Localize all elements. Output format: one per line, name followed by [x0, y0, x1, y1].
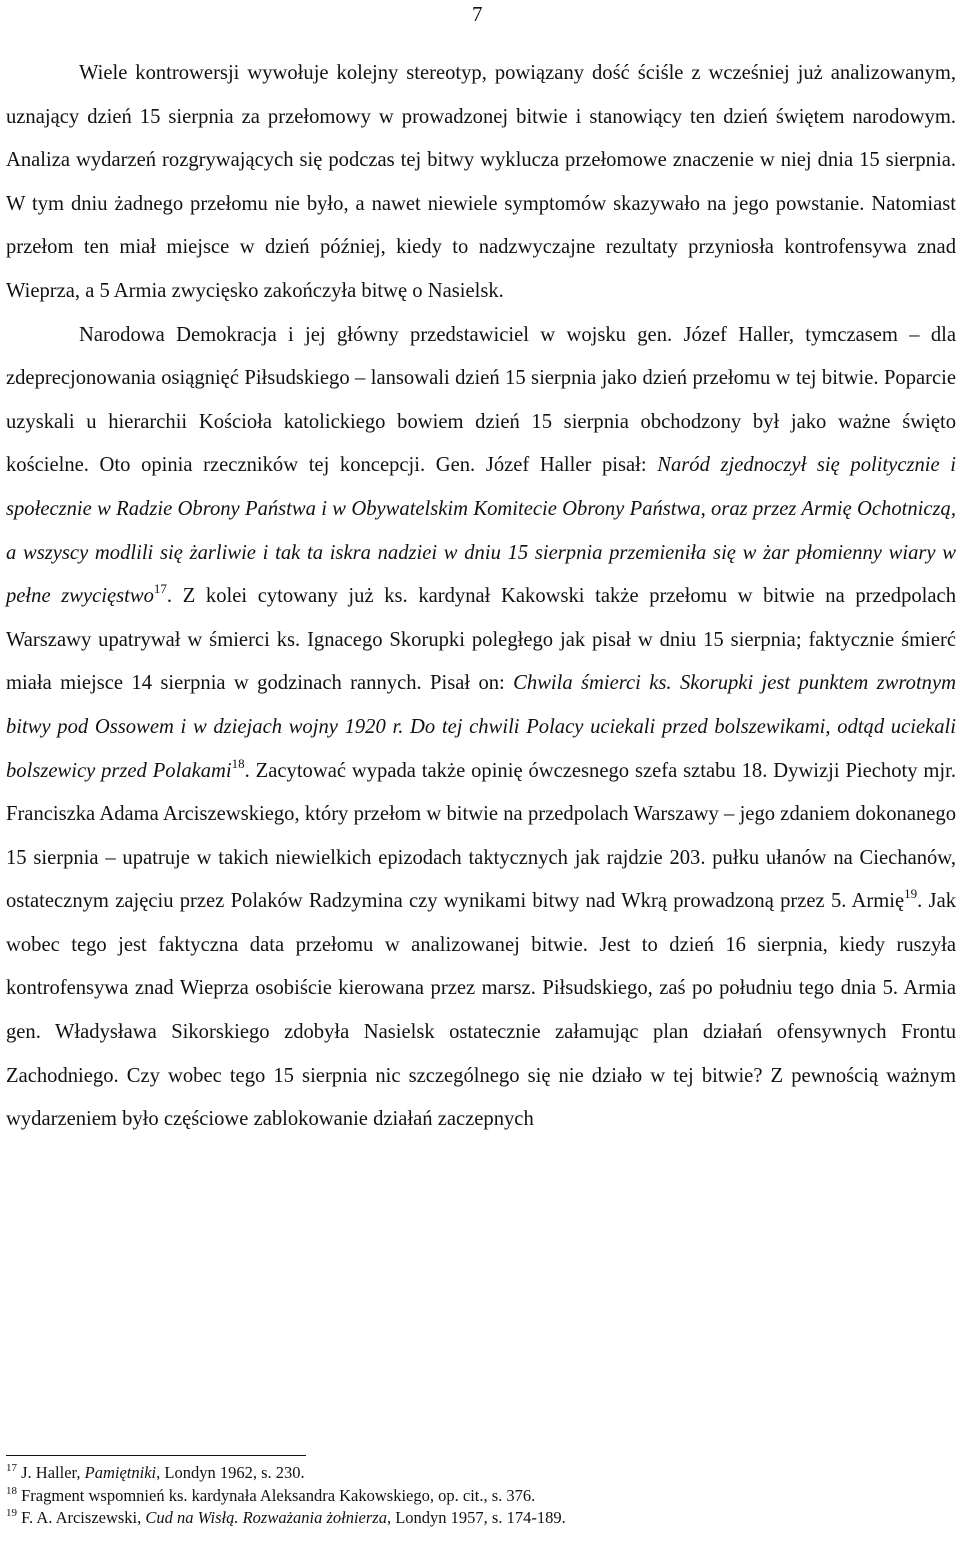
body-text — [6, 52, 956, 1142]
footnote — [6, 1507, 946, 1530]
footnote-text: Fragment wspomnień ks. kardynała Aleksandra Kakowskiego, op. cit., s. 376. — [17, 1485, 536, 1505]
paragraph-2 — [6, 314, 956, 1142]
haller-quote: Naród zjednoczył się politycznie i społecznie w Radzie Obrony Państwa i w Obywatelskim Komitecie Obrony Państwa, oraz przez Armię Ochotniczą, a wszyscy modlili się żarliwie i tak ta iskra nadziei w dniu 15 sierpnia przemieniła się w żar płomienny wiary w pełne zwycięstwo — [6, 454, 956, 608]
footnote-text-end: , Londyn 1962, s. 230. — [156, 1463, 305, 1482]
kakowski-quote: Chwila śmierci ks. Skorupki jest punktem zwrotnym bitwy pod Ossowem i w dziejach wojny 1920 r. Do tej chwili Polacy uciekali przed bolszewikami, odtąd uciekali bolszewicy przed Polakami — [6, 672, 956, 782]
footnote-ref-18: 18 — [231, 755, 245, 771]
footnote-ref-19: 19 — [904, 886, 918, 902]
footnotes — [6, 1462, 946, 1530]
footnote-text: F. A. Arciszewski, — [17, 1508, 146, 1527]
footnote-number: 19 — [6, 1507, 17, 1519]
footnote-text: J. Haller, — [17, 1463, 85, 1482]
footnote-number: 18 — [6, 1484, 17, 1497]
paragraph-2-text-d: . Jak wobec tego jest faktyczna data przełomu w analizowanej bitwie. Jest to dzień 16 sierpnia, kiedy ruszyła kontrofensywa znad Wieprza osobiście kierowana przez marsz. Piłsudskiego, zaś po południu tego dnia 5. Armia gen. Władysława Sikorskiego zdobyła Nasielsk ostatecznie załamując plan działań ofensywnych Frontu Zachodniego. Czy wobec tego 15 sierpnia nic szczególnego się nie działo w tej bitwie? Z pewnością ważnym wydarzeniem było częściowe zablokowanie działań zaczepnych — [6, 890, 957, 1131]
footnote — [6, 1462, 946, 1485]
footnote — [6, 1485, 946, 1508]
paragraph-2-text-a: Narodowa Demokracja i jej główny przedstawiciel w wojsku gen. Józef Haller, tymczasem – dla zdeprecjonowania osiągnięć Piłsudskiego – lansowali dzień 15 sierpnia jako dzień przełomu w tej bitwie. Poparcie uzyskali u hierarchii Kościoła katolickiego bowiem dzień 15 sierpnia obchodzony był jako ważne święto kościelne. Oto opinia rzeczników tej koncepcji. Gen. Józef Haller pisał: — [6, 323, 956, 477]
page-number: 7 — [472, 2, 483, 26]
footnote-title: Cud na Wisłą. Rozważania żołnierza — [145, 1508, 387, 1527]
paragraph-2-text-b: . Z kolei cytowany już ks. kardynał Kakowski także przełomu w bitwie na przedpolach Warszawy upatrywał w śmierci ks. Ignacego Skorupki poległego jak pisał w dniu 15 sierpnia; faktycznie śmierć miała miejsce 14 sierpnia w godzinach rannych. Pisał on: — [6, 585, 956, 695]
footnote-number: 17 — [6, 1462, 17, 1474]
paragraph-1-text-a: Wiele kontrowersji wywołuje kolejny stereotyp, powiązany dość ściśle z wcześniej już analizowanym, uznający dzień 15 sierpnia za przełomowy w prowadzonej bitwie i stanowiący ten dzień świętem narodowym. — [6, 62, 956, 128]
paragraph-1-text-b: Analiza wydarzeń rozgrywających się podczas tej bitwy wyklucza przełomowe znaczenie w niej dnia 15 sierpnia. W tym dniu żadnego przełomu nie było, a nawet niewiele symptomów skazywało na jego powstanie. Natomiast przełom ten miał miejsce w dzień później, kiedy to nadzwyczajne rezultaty przyniosła kontrofensywa znad Wieprza, a 5 Armia zwycięsko zakończyła bitwę o Nasielsk. — [6, 149, 956, 302]
footnote-separator — [6, 1455, 306, 1456]
paragraph-2-text-c: . Zacytować wypada także opinię ówczesnego szefa sztabu 18. Dywizji Piechoty mjr. Franciszka Adama Arciszewskiego, który przełom w bitwie na przedpolach Warszawy – jego zdaniem dokonanego 15 sierpnia – upatruje w takich niewielkich epizodach taktycznych jak rajdzie 203. pułku ułanów na Ciechanów, ostatecznym zajęciu przez Polaków Radzymina czy wynikami bitwy nad Wkrą prowadzoną przez 5. Armię — [6, 759, 956, 913]
footnote-title: Pamiętniki — [84, 1463, 157, 1482]
footnote-text-end: , Londyn 1957, s. 174-189. — [386, 1508, 566, 1527]
footnote-ref-17: 17 — [153, 581, 167, 597]
paragraph-1 — [6, 52, 956, 314]
